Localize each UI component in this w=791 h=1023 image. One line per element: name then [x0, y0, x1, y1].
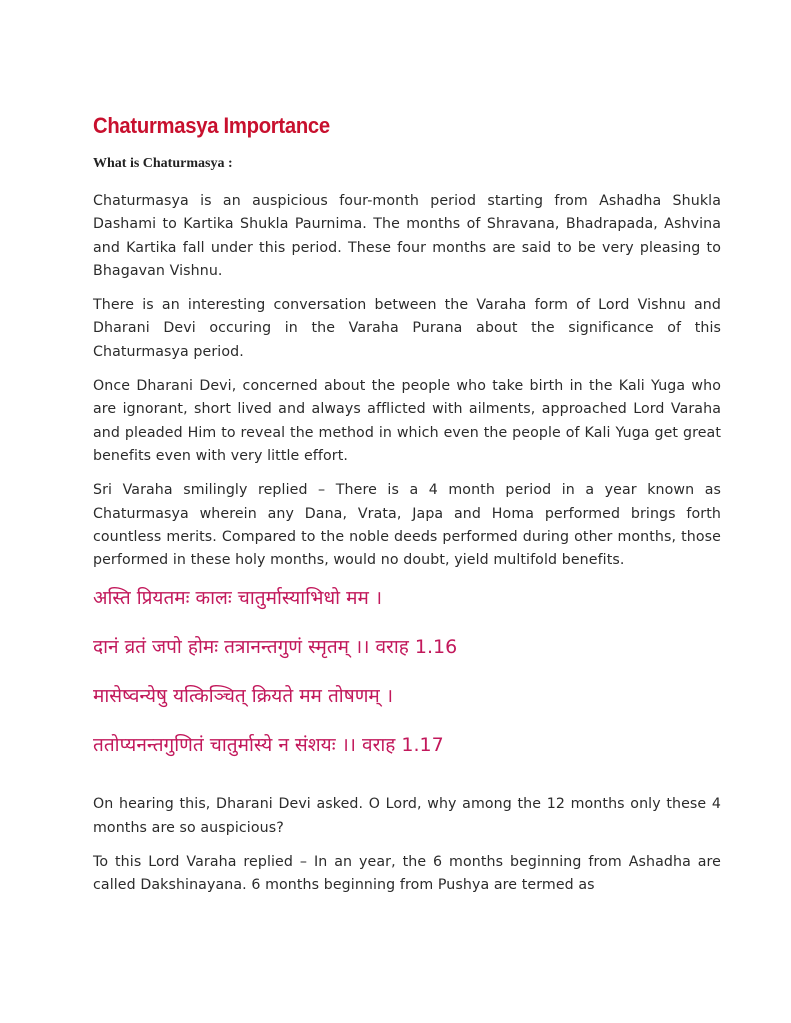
- sanskrit-verses: [93, 583, 721, 779]
- page-title: Chaturmasya Importance: [93, 113, 330, 138]
- verse-line-3: मासेष्वन्येषु यत्किञ्चित् क्रियते मम तोषणम् ।: [93, 685, 394, 708]
- document-page: [93, 112, 721, 909]
- verse-line-4: ततोप्यनन्तगुणितं चातुर्मास्ये न संशयः ।। वराह 1.17: [93, 734, 444, 757]
- paragraph-question: On hearing this, Dharani Devi asked. O Lord, why among the 12 months only these 4 months are so auspicious?: [93, 796, 721, 836]
- paragraph-conversation: There is an interesting conversation between the Varaha form of Lord Vishnu and Dharani Devi occuring in the Varaha Purana about the significance of this Chaturmasya period.: [93, 297, 721, 360]
- paragraph-varaha-reply: Sri Varaha smilingly replied – There is a 4 month period in a year known as Chaturmasya wherein any Dana, Vrata, Japa and Homa performed brings forth countless merits. Compared to the noble deeds performed during other months, those performed in these holy months, would no doubt, yield multifold benefits.: [93, 482, 721, 569]
- paragraph-dharani-devi: Once Dharani Devi, concerned about the people who take birth in the Kali Yuga who are ignorant, short lived and always afflicted with ailments, approached Lord Varaha and pleaded Him to reveal the method in which even the people of Kali Yuga get great benefits even with very little effort.: [93, 378, 721, 464]
- verse-line-1: अस्ति प्रियतमः कालः चातुर्मास्याभिधो मम ।: [93, 587, 383, 610]
- section-subheading: What is Chaturmasya :: [93, 156, 233, 171]
- verse-line-2: दानं व्रतं जपो होमः तत्रानन्तगुणं स्मृतम् ।। वराह 1.16: [93, 636, 458, 659]
- paragraph-answer: To this Lord Varaha replied – In an year, the 6 months beginning from Ashadha are called Dakshinayana. 6 months beginning from Pushya are termed as: [93, 854, 721, 894]
- paragraph-intro: Chaturmasya is an auspicious four-month period starting from Ashadha Shukla Dashami to Kartika Shukla Paurnima. The months of Shravana, Bhadrapada, Ashvina and Kartika fall under this period. These four months are said to be very pleasing to Bhagavan Vishnu.: [93, 193, 721, 279]
